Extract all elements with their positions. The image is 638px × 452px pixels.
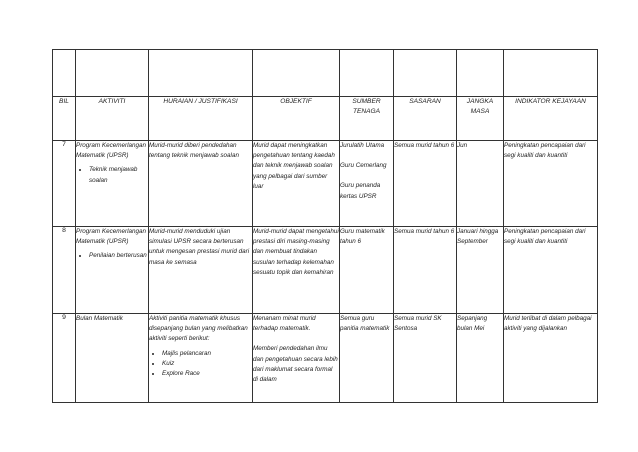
aktiviti-text: Program Kecemerlangan Matematik (UPSR) [76,142,147,160]
blank-top-row [53,50,598,97]
sasaran-cell: Semua murid tahun 6 [394,141,457,227]
sasaran-cell: Semua murid tahun 6 [394,227,457,314]
huraian-bullet: • Kuiz [162,359,252,369]
sumber-cell: Semua guru panitia matematik [340,314,394,403]
huraian-cell [149,314,253,403]
huraian-text: Aktiviti panitia matematik khusus disepanjang bulan yang melibatkan aktiviti seperti berikut: [149,315,248,343]
row-number: 7 [53,141,76,227]
aktiviti-cell [76,227,149,314]
table-row [53,227,598,314]
objektif-cell: Murid dapat meningkatkan pengetahuan tentang kaedah dan teknik menjawab soalan yang pelbagai dari sumber luar [253,141,340,227]
huraian-cell: Murid-murid diberi pendedahan tentang teknik menjawab soalan [149,141,253,227]
header-objektif: OBJEKTIF [253,97,340,141]
table-row [53,314,598,403]
row-number: 8 [53,227,76,314]
header-row [53,97,598,141]
objektif-cell [253,314,340,403]
sasaran-cell: Semua murid SK Sentosa [394,314,457,403]
header-huraian: HURAIAN / JUSTIFIKASI [149,97,253,141]
row-number: 9 [53,314,76,403]
sumber-cell [340,141,394,227]
activity-table [52,49,598,403]
aktiviti-bullet: • Penilaian berterusan [89,251,148,261]
indikator-cell: Peningkatan pencapaian dari segi kualiti dan kuantiti [504,141,598,227]
header-jangka: JANGKA MASA [457,97,504,141]
table-row [53,141,598,227]
indikator-cell: Murid terlibat di dalam pelbagai aktiviti yang dijalankan [504,314,598,403]
sumber-item: Guru penanda kertas UPSR [340,182,381,200]
header-indikator: INDIKATOR KEJAYAAN [504,97,598,141]
objektif-cell: Murid-murid dapat mengetahui prestasi diri masing-masing dan membuat tindakan susulan terhadap kelemahan sesuatu topik dan kemahiran [253,227,340,314]
aktiviti-text: Program Kecemerlangan Matematik (UPSR) [76,228,147,246]
jangka-cell: Januari hingga September [457,227,504,314]
jangka-cell: Jun [457,141,504,227]
huraian-cell: Murid-murid menduduki ujian simulasi UPSR secara berterusan untuk mengesan prestasi murid dari masa ke semasa [149,227,253,314]
objektif-item: Memberi pendedahan ilmu dan pengetahuan secara lebih dari maklumat secara formal di dalam [253,345,338,384]
header-aktiviti: AKTIVITI [76,97,149,141]
aktiviti-cell [76,141,149,227]
jangka-cell: Sepanjang bulan Mei [457,314,504,403]
header-bil: BIL [53,97,76,141]
objektif-item: Menanam minat murid terhadap matematik. [253,315,316,333]
aktiviti-bullet: • Teknik menjawab soalan [89,165,148,185]
huraian-bullet: • Majlis pelancaran [162,349,252,359]
sumber-cell: Guru matematik tahun 6 [340,227,394,314]
aktiviti-cell: Bulan Matematik [76,314,149,403]
sumber-item: Jurulatih Utama [340,142,385,149]
header-sumber: SUMBER TENAGA [340,97,394,141]
indikator-cell: Peningkatan pencapaian dari segi kualiti dan kuantiti [504,227,598,314]
header-sasaran: SASARAN [394,97,457,141]
huraian-bullet: • Explore Race [162,369,252,379]
sumber-item: Guru Cemerlang [340,162,387,170]
